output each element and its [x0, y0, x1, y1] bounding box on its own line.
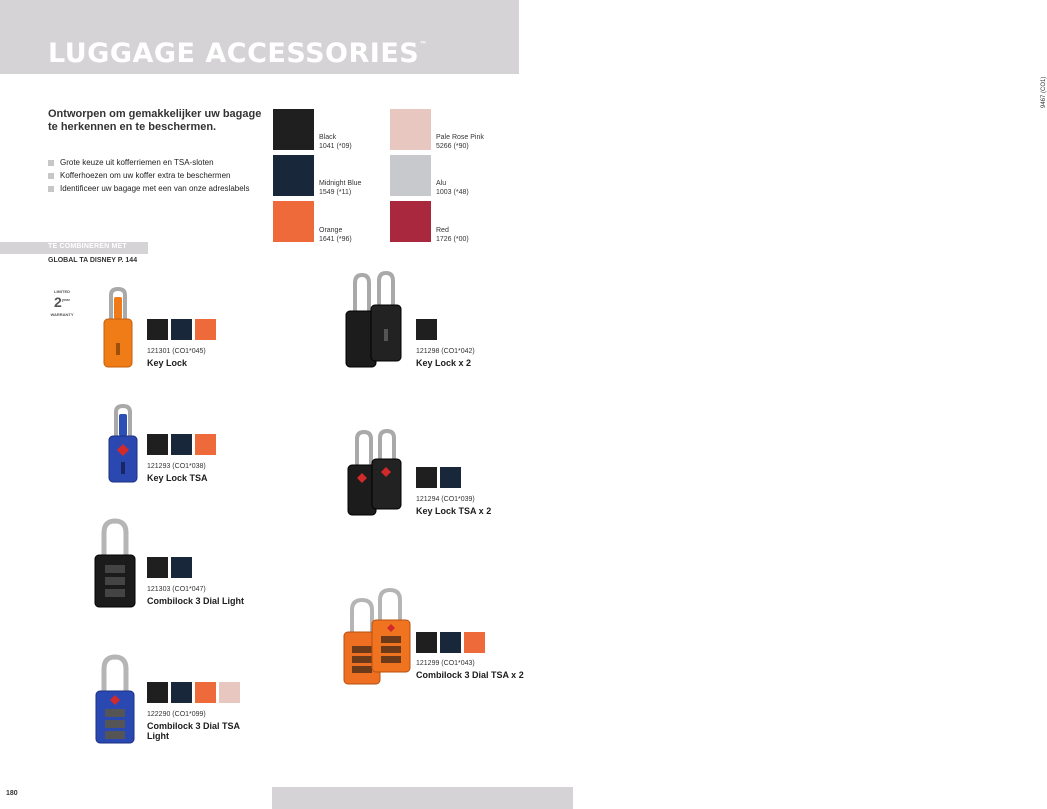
color-label-red: Red 1726 (*00) — [436, 227, 469, 243]
product-name: Key Lock TSA x 2 — [416, 506, 492, 516]
page-number: 180 — [6, 790, 18, 797]
product-name: Combilock 3 Dial Light — [147, 596, 245, 606]
feature-item: Identificeer uw bagage met een van onze adreslabels — [48, 184, 263, 194]
swatch-midnight-blue — [171, 557, 192, 578]
color-label-pale-rose-pink: Pale Rose Pink 5266 (*90) — [436, 134, 484, 150]
color-label-black: Black 1041 (*09) — [319, 134, 352, 150]
product-sku: 121303 (CO1*047) — [147, 586, 206, 593]
combine-title: TE COMBINEREN MET — [48, 243, 127, 250]
color-swatch-orange — [273, 201, 314, 242]
key-lock-tsa-blue-image — [106, 404, 140, 484]
color-swatch-pale-rose-pink — [390, 109, 431, 150]
color-label-alu: Alu 1003 (*48) — [436, 180, 469, 196]
product-name: Key Lock TSA — [147, 473, 208, 483]
footer-bar — [272, 787, 573, 809]
feature-item: Kofferhoezen om uw koffer extra te beschermen — [48, 171, 263, 181]
swatch-midnight-blue — [171, 319, 192, 340]
product-sku: 121294 (CO1*039) — [416, 496, 475, 503]
swatch-black — [147, 682, 168, 703]
bullet-square-icon — [48, 186, 54, 192]
key-lock-orange-image — [100, 287, 136, 369]
product-sku: 121298 (CO1*042) — [416, 348, 475, 355]
swatch-black — [147, 434, 168, 455]
color-swatch-black — [273, 109, 314, 150]
swatch-orange — [464, 632, 485, 653]
product-name: Key Lock x 2 — [416, 358, 472, 368]
color-swatch-midnight-blue — [273, 155, 314, 196]
swatch-black — [147, 557, 168, 578]
color-swatch-alu — [390, 155, 431, 196]
swatch-black — [416, 319, 437, 340]
feature-list — [48, 158, 263, 197]
product-name: Combilock 3 Dial TSA x 2 — [416, 670, 524, 680]
color-label-orange: Orange 1641 (*96) — [319, 227, 352, 243]
side-code: 9467 (CO1) — [1041, 76, 1047, 108]
swatch-black — [147, 319, 168, 340]
page-title: LUGGAGE ACCESSORIES™ — [48, 38, 428, 69]
product-sku: 121301 (CO1*045) — [147, 348, 206, 355]
swatch-midnight-blue — [440, 632, 461, 653]
bullet-square-icon — [48, 160, 54, 166]
swatch-pale-rose-pink — [219, 682, 240, 703]
feature-item: Grote keuze uit kofferriemen en TSA-sloten — [48, 158, 263, 168]
color-label-midnight-blue: Midnight Blue 1549 (*11) — [319, 180, 362, 196]
product-name: Key Lock — [147, 358, 188, 368]
intro-headline: Ontworpen om gemakkelijker uw bagage te herkennen en te beschermen. — [48, 108, 262, 133]
color-swatch-red — [390, 201, 431, 242]
combine-subtitle: GLOBAL TA DISNEY P. 144 — [48, 257, 138, 264]
swatch-midnight-blue — [171, 682, 192, 703]
key-lock-tsa-x2-image — [345, 429, 403, 519]
warranty-badge: LIMITED 2year WARRANTY — [50, 289, 74, 317]
key-lock-x2-image — [343, 271, 403, 371]
swatch-orange — [195, 319, 216, 340]
swatch-orange — [195, 434, 216, 455]
product-name: Combilock 3 Dial TSA Light — [147, 721, 240, 741]
swatch-orange — [195, 682, 216, 703]
swatch-midnight-blue — [171, 434, 192, 455]
combilock-tsa-x2-image — [342, 588, 414, 688]
bullet-square-icon — [48, 173, 54, 179]
swatch-black — [416, 467, 437, 488]
product-sku: 122290 (CO1*099) — [147, 711, 206, 718]
swatch-midnight-blue — [440, 467, 461, 488]
combilock-tsa-blue-image — [92, 653, 138, 745]
product-sku: 121299 (CO1*043) — [416, 660, 475, 667]
swatch-black — [416, 632, 437, 653]
combilock-black-image — [90, 517, 140, 609]
product-sku: 121293 (CO1*038) — [147, 463, 206, 470]
